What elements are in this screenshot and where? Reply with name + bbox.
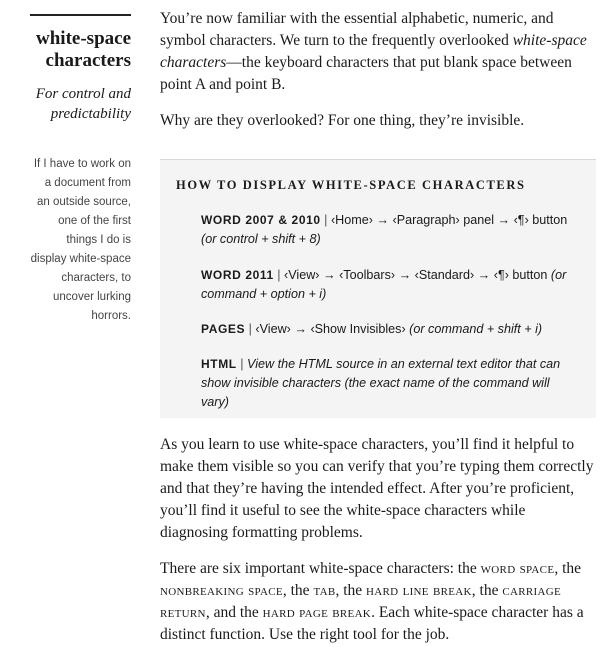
section-subtitle: For control and predictability <box>35 86 131 122</box>
intro-paragraph-2: Why are they overlooked? For one thing, they’re invisible. <box>160 112 525 129</box>
margin-note: If I have to work on a document from an outside source, one of the first things I do is display white-space characters, to uncover lurking horrors. <box>30 158 131 322</box>
instructions-box <box>160 159 596 418</box>
body-paragraph-1: As you learn to use white-space characters, you’ll find it helpful to make them visible so you can verify that you’re typing them correctly and that they’re having the intended effect. After you’re proficient, you’ll find it useful to see the white-space characters while diagnosing formatting problems. <box>160 436 594 541</box>
entry-label: WORD 2011 <box>201 268 274 282</box>
entry-shortcut: (or command + shift + i) <box>405 322 543 336</box>
entry-path: ‹View› → ‹Toolbars› → ‹Standard› → ‹¶› button <box>284 268 548 282</box>
term-nonbreaking-space: nonbreaking space <box>160 582 283 599</box>
sidebar <box>30 14 131 326</box>
entry-pages: PAGES | ‹View› → ‹Show Invisibles› (or command + shift + i) <box>201 322 543 336</box>
entry-shortcut: View the HTML source in an external text editor that can show invisible characters (the exact name of the command will vary) <box>201 357 561 409</box>
entry-label: PAGES <box>201 322 246 336</box>
term-word-space: word space <box>480 560 555 577</box>
intro-paragraph-1: You’re now familiar with the essential alphabetic, numeric, and symbol characters. We turn to the frequently overlooked white-space characters—the keyboard characters that put blank space between point A and point B. <box>160 10 587 93</box>
body-paragraph-2: There are six important white-space characters: the word space, the nonbreaking space, the tab, the hard line break, the carriage return, and the hard page break. Each white-space character has a distinct function. Use the right tool for the job. <box>160 560 584 643</box>
entry-label: HTML <box>201 357 237 371</box>
body-text <box>160 434 596 646</box>
entry-label: WORD 2007 & 2010 <box>201 213 321 227</box>
entry-html: HTML | View the HTML source in an external text editor that can show invisible characters (the exact name of the command will vary) <box>201 357 561 409</box>
box-heading: HOW TO DISPLAY WHITE-SPACE CHARACTERS <box>176 178 526 192</box>
entry-path: ‹View› → ‹Show Invisibles› <box>255 322 406 336</box>
emphasis-term: white-space characters <box>160 32 587 71</box>
entry-shortcut: (or control + shift + 8) <box>201 232 321 246</box>
intro-text <box>160 8 596 132</box>
term-carriage-return: carriage return <box>160 582 561 621</box>
entry-path: ‹Home› → ‹Paragraph› panel → ‹¶› button <box>330 213 568 227</box>
term-tab: tab <box>313 582 336 599</box>
term-hard-line-break: hard line break <box>366 582 472 599</box>
section-title: white-space characters <box>36 28 131 71</box>
entry-word-2007: WORD 2007 & 2010 | ‹Home› → ‹Paragraph› panel → ‹¶› button (or control + shift + 8) <box>201 213 568 246</box>
entry-word-2011: WORD 2011 | ‹View› → ‹Toolbars› → ‹Standard› → ‹¶› button (or command + option + i) <box>201 268 567 301</box>
entry-shortcut: (or command + option + i) <box>201 268 567 301</box>
sidebar-rule <box>30 14 131 16</box>
term-hard-page-break: hard page break <box>262 604 372 621</box>
